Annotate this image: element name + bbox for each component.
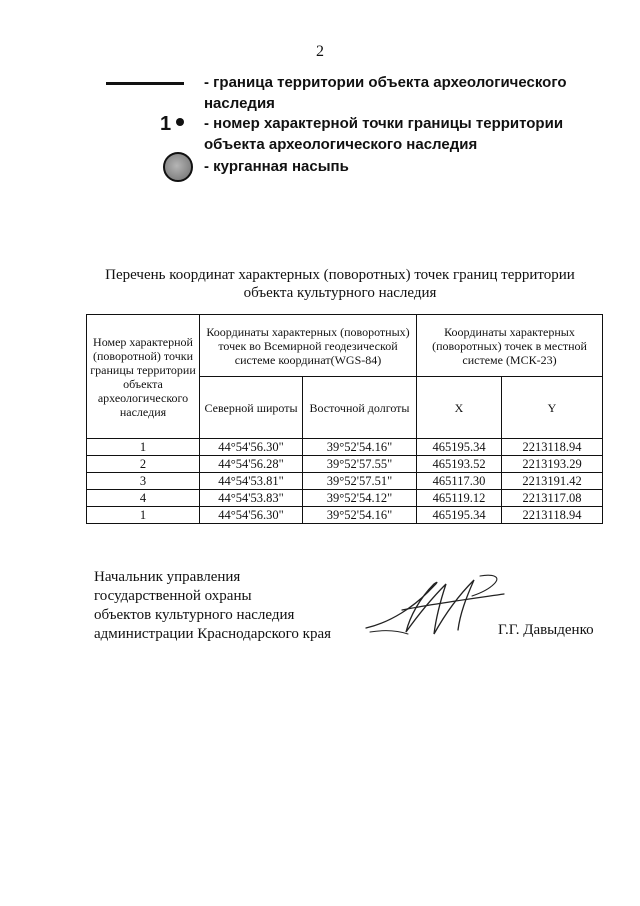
signatory-title <box>94 568 394 644</box>
header-latitude: Северной широты <box>200 377 303 439</box>
point-dot-icon <box>176 118 184 126</box>
heading-line-1: Перечень координат характерных (поворотных) точек границ территории <box>105 267 575 283</box>
cell-lat: 44°54'56.28" <box>200 456 303 473</box>
cell-x: 465195.34 <box>417 507 502 524</box>
coordinates-table <box>86 314 603 524</box>
signatory-line: объектов культурного наследия <box>94 607 295 623</box>
header-x: X <box>417 377 502 439</box>
cell-x: 465195.34 <box>417 439 502 456</box>
signatory-name: Г.Г. Давыденко <box>498 622 594 638</box>
cell-lat: 44°54'53.81" <box>200 473 303 490</box>
table-row <box>87 507 603 524</box>
cell-lon: 39°52'54.16" <box>303 439 417 456</box>
cell-x: 465117.30 <box>417 473 502 490</box>
table-row <box>87 439 603 456</box>
numbered-point-icon <box>160 113 184 136</box>
cell-lat: 44°54'56.30" <box>200 507 303 524</box>
cell-point: 3 <box>87 473 200 490</box>
table-row <box>87 456 603 473</box>
cell-lon: 39°52'54.16" <box>303 507 417 524</box>
signatory-line: государственной охраны <box>94 588 252 604</box>
legend-text: - граница территории объекта археологического наследия <box>204 74 567 112</box>
cell-y: 2213118.94 <box>502 507 603 524</box>
cell-lat: 44°54'53.83" <box>200 490 303 507</box>
cell-lon: 39°52'57.55" <box>303 456 417 473</box>
cell-y: 2213117.08 <box>502 490 603 507</box>
header-y: Y <box>502 377 603 439</box>
cell-lon: 39°52'57.51" <box>303 473 417 490</box>
handwritten-signature-icon <box>362 570 512 645</box>
boundary-line-icon <box>106 82 184 85</box>
table-row <box>87 473 603 490</box>
cell-lon: 39°52'54.12" <box>303 490 417 507</box>
cell-y: 2213193.29 <box>502 456 603 473</box>
legend-text: - курганная насыпь <box>204 158 349 175</box>
point-number: 1 <box>160 113 172 135</box>
signatory-line: администрации Краснодарского края <box>94 626 332 642</box>
cell-point: 2 <box>87 456 200 473</box>
cell-point: 4 <box>87 490 200 507</box>
table-heading <box>60 266 620 302</box>
signatory-line: Начальник управления <box>94 569 241 585</box>
header-longitude: Восточной долготы <box>303 377 417 439</box>
cell-y: 2213118.94 <box>502 439 603 456</box>
legend-text: - номер характерной точки границы территории объекта археологического наследия <box>204 115 564 153</box>
cell-point: 1 <box>87 507 200 524</box>
header-point-number: Номер характерной (поворотной) точки границы территории объекта археологического наследия <box>87 315 200 439</box>
cell-point: 1 <box>87 439 200 456</box>
cell-x: 465119.12 <box>417 490 502 507</box>
table-row <box>87 490 603 507</box>
header-local-group: Координаты характерных (поворотных) точек в местной системе (МСК-23) <box>417 315 603 377</box>
cell-lat: 44°54'56.30" <box>200 439 303 456</box>
mound-icon <box>163 152 193 182</box>
page-number: 2 <box>316 43 324 60</box>
cell-x: 465193.52 <box>417 456 502 473</box>
heading-line-2: объекта культурного наследия <box>243 285 437 301</box>
cell-y: 2213191.42 <box>502 473 603 490</box>
header-wgs-group: Координаты характерных (поворотных) точек во Всемирной геодезической системе координат(WGS-84) <box>200 315 417 377</box>
